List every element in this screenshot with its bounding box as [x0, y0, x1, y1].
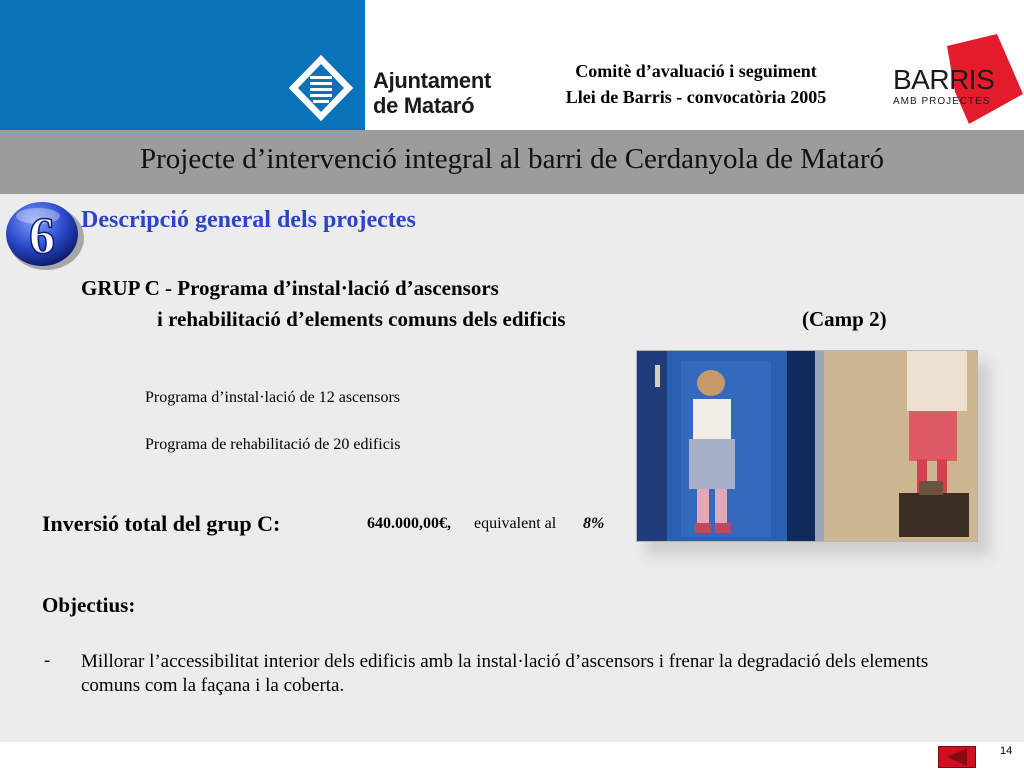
barris-logo-subtext: AMB PROJECTES	[893, 96, 991, 107]
camp-label: (Camp 2)	[802, 307, 887, 331]
investment-percent: 8%	[583, 515, 605, 532]
objectives-heading: Objectius:	[42, 593, 136, 617]
committee-line-1: Comitè d’avaluació i seguiment	[575, 61, 817, 81]
program-item: Programa d’instal·lació de 12 ascensors	[145, 389, 401, 406]
brand-line-1: Ajuntament	[373, 68, 492, 93]
back-nav-button[interactable]	[938, 746, 976, 768]
objective-item: Millorar l’accessibilitat interior dels edificis amb la instal·lació d’ascensors i frenar la degradació dels elements comuns com la façana i la coberta.	[81, 651, 929, 696]
brand-name	[373, 68, 491, 118]
investment-equivalent-text: equivalent al	[474, 515, 557, 532]
page-title: Projecte d’intervenció integral al barri de Cerdanyola de Mataró	[139, 143, 885, 175]
elevator-photo-illustration	[637, 351, 977, 541]
committee-heading	[512, 58, 880, 110]
section-title: Descripció general dels projectes	[81, 207, 416, 233]
program-item: Programa de rehabilitació de 20 edificis	[145, 436, 401, 453]
objective-bullet: -	[44, 650, 51, 671]
brand-line-2: de Mataró	[373, 93, 475, 118]
investment-label: Inversió total del grup C:	[42, 511, 281, 536]
back-arrow-icon	[939, 747, 975, 767]
committee-line-2: Llei de Barris - convocatòria 2005	[565, 87, 827, 107]
elevator-photo	[636, 350, 978, 542]
page-number: 14	[1000, 745, 1013, 757]
investment-amount: 640.000,00€,	[367, 515, 451, 532]
group-title-line-1: GRUP C - Programa d’instal·lació d’ascensors	[81, 276, 499, 300]
ajuntament-shield-logo	[282, 30, 360, 128]
badge-number: 6	[29, 208, 55, 265]
section-number-badge	[4, 198, 84, 272]
barris-logo-text: BARRIS	[893, 64, 995, 95]
group-title-line-2: i rehabilitació d’elements comuns dels edificis	[157, 307, 566, 331]
